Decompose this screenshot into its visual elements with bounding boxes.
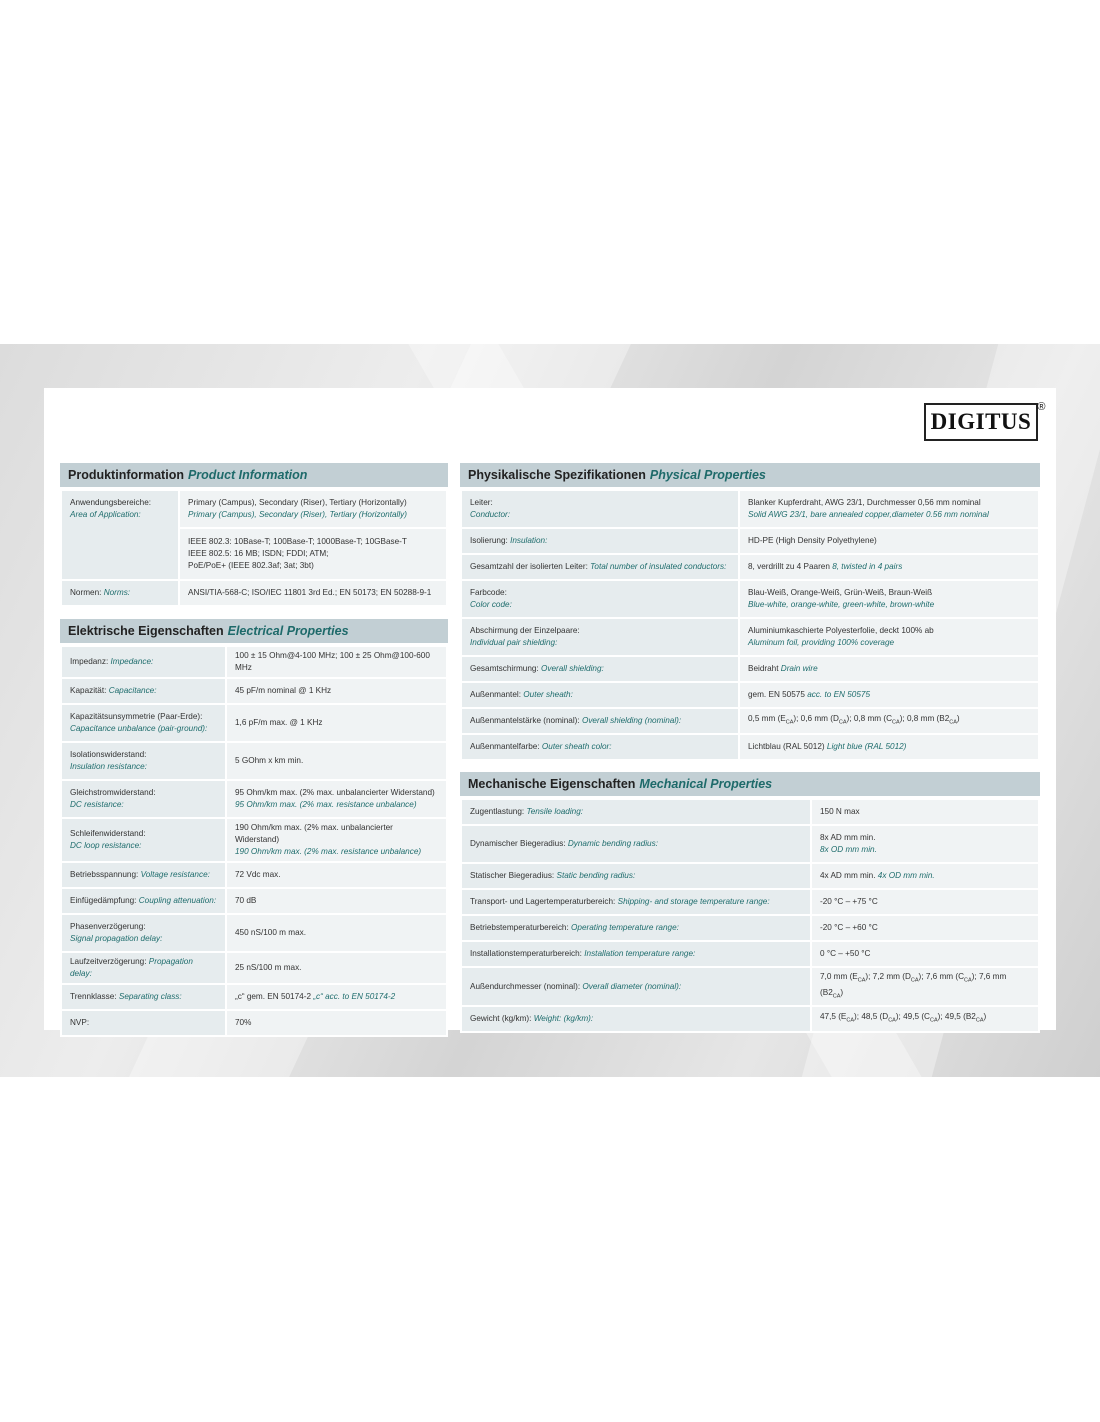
property-value [739, 682, 1039, 708]
property-value [739, 656, 1039, 682]
standards-line: IEEE 802.3: 10Base-T; 100Base-T; 1000Base-T; 10GBase-T [188, 537, 407, 546]
property-value [226, 818, 447, 862]
label-de: Dynamischer Biegeradius: [470, 839, 566, 848]
label-en: Signal propagation delay: [70, 934, 163, 943]
norms-value: ANSI/TIA-568-C; ISO/IEC 11801 3rd Ed.; EN 50173; EN 50288-9-1 [179, 580, 447, 606]
label-de: Betriebsspannung: [70, 870, 139, 879]
value-part: 0,5 mm (E [748, 714, 786, 724]
product-info-section [60, 463, 448, 607]
label-de: Außendurchmesser (nominal): [470, 981, 581, 991]
property-label [461, 734, 739, 760]
property-label [461, 967, 811, 1006]
value-de: 450 nS/100 m max. [235, 928, 306, 937]
label-de: Installationstemperaturbereich: [470, 949, 582, 958]
value-part: 7,0 mm (E [820, 972, 858, 981]
label-de: Kapazität: [70, 686, 107, 695]
table-row [461, 528, 1039, 554]
property-value [226, 678, 447, 704]
value-de: 70 dB [235, 896, 257, 905]
label-de: Schleifenwiderstand: [70, 829, 146, 838]
property-value [226, 780, 447, 818]
label-de: Isolierung: [470, 536, 508, 545]
label-en: Insulation resistance: [70, 762, 147, 771]
property-value [811, 915, 1039, 941]
table-row [61, 984, 447, 1010]
value-de: 4x AD mm min. [820, 871, 876, 880]
mechanical-section [460, 772, 1040, 1033]
value-de: 1,6 pF/m max. @ 1 KHz [235, 718, 323, 727]
product-info-table [60, 489, 448, 607]
physical-title-de: Physikalische Spezifikationen [468, 468, 646, 482]
value-de: 8, verdrillt zu 4 Paaren [748, 562, 830, 571]
property-label [461, 915, 811, 941]
property-label [61, 888, 226, 914]
value-en: Blue-white, orange-white, green-white, brown-white [748, 600, 935, 609]
property-value [739, 528, 1039, 554]
property-label [461, 618, 739, 656]
label-de: Statischer Biegeradius: [470, 871, 555, 880]
label-en: Insulation: [510, 536, 548, 545]
label-en: DC resistance: [70, 800, 124, 809]
label-en: Total number of insulated conductors: [590, 562, 727, 571]
value-de: Blanker Kupferdraht, AWG 23/1, Durchmesser 0,56 mm nominal [748, 498, 981, 507]
label-en: Coupling attenuation: [138, 896, 217, 905]
property-label [61, 780, 226, 818]
value-en: 8, twisted in 4 pairs [832, 562, 903, 571]
property-label [61, 704, 226, 742]
table-row [461, 656, 1039, 682]
property-label [461, 554, 739, 580]
value-de: -20 °C – +75 °C [820, 897, 878, 906]
label-de: Einfügedämpfung: [70, 896, 137, 905]
mechanical-header [460, 772, 1040, 798]
subscript: CA [975, 1018, 984, 1025]
property-value [811, 941, 1039, 967]
label-de: Zugentlastung: [470, 807, 525, 816]
label-de: Normen: [70, 588, 102, 597]
value-de: 190 Ohm/km max. (2% max. unbalancierter Widerstand) [235, 823, 393, 844]
label-en: Overall shielding: [541, 664, 604, 673]
value-part: ); 0,8 mm (B2 [899, 714, 950, 724]
value-de: 72 Vdc max. [235, 870, 281, 879]
label-en: Static bending radius: [556, 871, 636, 880]
value-part: ) [983, 1012, 987, 1022]
subscript: CA [888, 1018, 896, 1025]
subscript: CA [949, 719, 957, 726]
table-row [461, 825, 1039, 863]
property-label [461, 825, 811, 863]
value-part: ); 0,8 mm (C [846, 714, 893, 724]
value-de: „c“ gem. EN 50174-2 [235, 992, 311, 1001]
property-value [739, 618, 1039, 656]
value-de: 0 °C – +50 °C [820, 949, 871, 958]
table-row [61, 914, 447, 952]
label-en: Overall diameter (nominal): [582, 981, 682, 991]
standards-line: PoE/PoE+ (IEEE 802.3af; 3at; 3bt) [188, 561, 314, 570]
value-part: ); 7,6 mm (C [918, 972, 965, 981]
property-label [461, 799, 811, 825]
label-en: Capacitance unbalance (pair-ground): [70, 724, 208, 733]
label-en: Tensile loading: [526, 807, 584, 816]
label-en: Outer sheath color: [541, 742, 612, 751]
value-part: ); 48,5 (D [854, 1012, 889, 1022]
physical-title-en: Physical Properties [649, 468, 766, 482]
standards-value [179, 528, 447, 580]
value-en: Primary (Campus), Secondary (Riser), Tertiary (Horizontally) [188, 510, 407, 519]
label-en: Operating temperature range: [571, 923, 679, 932]
property-label [461, 580, 739, 618]
value-en: 4x OD mm min. [877, 871, 935, 880]
label-de: Außenmantelfarbe: [470, 742, 540, 751]
electrical-header [60, 619, 448, 645]
property-value [739, 580, 1039, 618]
label-en: Conductor: [470, 510, 511, 519]
value-en: 8x OD mm min. [820, 845, 877, 854]
table-row [61, 646, 447, 678]
label-de: Anwendungsbereiche: [70, 498, 152, 507]
table-row [461, 889, 1039, 915]
property-value [226, 952, 447, 984]
product-info-header [60, 463, 448, 489]
electrical-title-de: Elektrische Eigenschaften [68, 624, 224, 638]
physical-header [460, 463, 1040, 489]
physical-table [460, 489, 1040, 761]
value-en: Light blue (RAL 5012) [826, 742, 907, 751]
label-de: Trennklasse: [70, 992, 117, 1001]
value-part: ); 49,5 (C [895, 1012, 930, 1022]
label-de: Abschirmung der Einzelpaare: [470, 626, 580, 635]
subscript: CA [892, 719, 900, 726]
property-label [461, 941, 811, 967]
label-en: Individual pair shielding: [470, 638, 558, 647]
property-value [811, 889, 1039, 915]
table-row [461, 863, 1039, 889]
property-label [461, 889, 811, 915]
property-label [61, 862, 226, 888]
label-en: Overall shielding (nominal): [581, 716, 682, 725]
value-de: 45 pF/m nominal @ 1 KHz [235, 686, 332, 695]
property-label [61, 984, 226, 1010]
value-en: Aluminum foil, providing 100% coverage [748, 638, 895, 647]
property-label [461, 528, 739, 554]
property-value [811, 967, 1039, 1006]
label-en: DC loop resistance: [70, 841, 142, 850]
electrical-table [60, 645, 448, 1037]
value-en: acc. to EN 50575 [807, 690, 870, 699]
subscript: CA [838, 719, 847, 726]
property-label [61, 952, 226, 984]
property-value [226, 888, 447, 914]
label-de: Gewicht (kg/km): [470, 1014, 532, 1024]
property-value [739, 734, 1039, 760]
value-en: Drain wire [780, 664, 818, 673]
label-en: Voltage resistance: [140, 870, 210, 879]
label-de: Außenmantel: [470, 690, 521, 699]
value-part: 47,5 (E [820, 1012, 847, 1022]
value-part: ); 7,2 mm (D [865, 972, 911, 981]
label-de: Isolationswiderstand: [70, 750, 147, 759]
label-de: Gesamtschirmung: [470, 664, 539, 673]
value-part: ) [956, 714, 960, 724]
subscript: CA [929, 1018, 938, 1025]
table-row [61, 862, 447, 888]
label-de: Laufzeitverzögerung: [70, 957, 147, 966]
value-part: ) [840, 987, 844, 997]
label-de: Kapazitätsunsymmetrie (Paar-Erde): [70, 712, 203, 721]
value-en: „c“ acc. to EN 50174-2 [313, 992, 396, 1001]
property-label [461, 656, 739, 682]
value-de: 70% [235, 1018, 252, 1027]
value-de: gem. EN 50575 [748, 690, 805, 699]
property-label [461, 490, 739, 528]
value-de: Beidraht [748, 664, 779, 673]
product-info-title-en: Product Information [187, 468, 308, 482]
value-part: ); 49,5 (B2 [937, 1012, 976, 1022]
property-value [811, 1006, 1039, 1032]
label-en: Dynamic bending radius: [567, 839, 658, 848]
label-en: Propagation delay: [70, 957, 193, 978]
mechanical-title-en: Mechanical Properties [639, 777, 773, 791]
label-de: Außenmantelstärke (nominal): [470, 716, 580, 725]
table-row [461, 734, 1039, 760]
logo-text: DIGITUS [930, 409, 1032, 434]
value-de: Lichtblau (RAL 5012) [748, 742, 825, 751]
table-row [61, 704, 447, 742]
table-row [61, 490, 447, 528]
value-de: HD-PE (High Density Polyethylene) [748, 536, 877, 545]
subscript: CA [964, 977, 972, 984]
table-row [461, 554, 1039, 580]
label-en: Installation temperature range: [584, 949, 696, 958]
property-value [226, 914, 447, 952]
property-value [226, 704, 447, 742]
value-en: Solid AWG 23/1, bare annealed copper,diameter 0.56 mm nominal [748, 510, 989, 519]
table-row [461, 618, 1039, 656]
label-de: Phasenverzögerung: [70, 922, 146, 931]
value-de: 5 GOhm x km min. [235, 756, 304, 765]
property-label [61, 742, 226, 780]
table-row [461, 799, 1039, 825]
label-en: Capacitance: [108, 686, 157, 695]
property-value [739, 554, 1039, 580]
value-part: ); 7,6 mm (B2 [820, 972, 1007, 997]
label-de: Gleichstromwiderstand: [70, 788, 156, 797]
value-part: ); 0,6 mm (D [793, 714, 839, 724]
table-row [461, 580, 1039, 618]
table-row [61, 678, 447, 704]
label-de: Gesamtzahl der isolierten Leiter: [470, 562, 588, 571]
table-row [461, 1006, 1039, 1032]
value-en: 190 Ohm/km max. (2% max. resistance unbalance) [235, 847, 422, 856]
property-label [61, 678, 226, 704]
property-value [739, 490, 1039, 528]
table-row [461, 915, 1039, 941]
table-row [61, 888, 447, 914]
property-label [461, 863, 811, 889]
value-de: 150 N max [820, 807, 860, 816]
value-de: 95 Ohm/km max. (2% max. unbalancierter Widerstand) [235, 788, 435, 797]
table-row [61, 780, 447, 818]
property-label [461, 1006, 811, 1032]
product-info-title-de: Produktinformation [68, 468, 184, 482]
property-value [811, 825, 1039, 863]
property-label [61, 646, 226, 678]
label-en: Separating class: [118, 992, 182, 1001]
property-value [226, 742, 447, 780]
datasheet-panel [44, 388, 1056, 1030]
application-label [61, 490, 179, 580]
label-de: Leiter: [470, 498, 493, 507]
label-de: Transport- und Lagertemperaturbereich: [470, 897, 616, 906]
property-value [226, 862, 447, 888]
label-en: Impedance: [110, 657, 154, 666]
digitus-logo [924, 401, 1046, 441]
property-label [61, 914, 226, 952]
property-value [226, 984, 447, 1010]
label-de: Farbcode: [470, 588, 507, 597]
table-row [461, 490, 1039, 528]
value-de: 8x AD mm min. [820, 833, 876, 842]
application-value [179, 490, 447, 528]
subscript: CA [832, 993, 841, 1000]
registered-mark: ® [1037, 401, 1046, 413]
label-en: Norms: [103, 588, 131, 597]
physical-section [460, 463, 1040, 761]
mechanical-table [460, 798, 1040, 1033]
property-label [461, 708, 739, 734]
table-row [61, 742, 447, 780]
standards-line: IEEE 802.5: 16 MB; ISDN; FDDI; ATM; [188, 549, 329, 558]
value-de: 100 ± 15 Ohm@4-100 MHz; 100 ± 25 Ohm@100-600 MHz [235, 651, 430, 672]
label-de: Betriebstemperaturbereich: [470, 923, 569, 932]
property-value [811, 799, 1039, 825]
table-row [61, 952, 447, 984]
value-de: 25 nS/100 m max. [235, 963, 302, 972]
subscript: CA [857, 977, 866, 984]
property-label [61, 1010, 226, 1036]
electrical-section [60, 619, 448, 1037]
table-row [61, 1010, 447, 1036]
label-en: Outer sheath: [523, 690, 573, 699]
value-de: Primary (Campus), Secondary (Riser), Tertiary (Horizontally) [188, 498, 407, 507]
value-en: 95 Ohm/km max. (2% max. resistance unbalance) [235, 800, 417, 809]
property-value [739, 708, 1039, 734]
table-row [461, 967, 1039, 1006]
label-de: Impedanz: [70, 657, 109, 666]
norms-label [61, 580, 179, 606]
table-row [461, 708, 1039, 734]
table-row [61, 580, 447, 606]
table-row [461, 941, 1039, 967]
label-en: Area of Application: [70, 510, 141, 519]
table-row [461, 682, 1039, 708]
property-value [811, 863, 1039, 889]
table-row [61, 818, 447, 862]
property-value [226, 646, 447, 678]
value-de: Aluminiumkaschierte Polyesterfolie, deckt 100% ab [748, 626, 934, 635]
label-en: Shipping- and storage temperature range: [617, 897, 770, 906]
mechanical-title-de: Mechanische Eigenschaften [468, 777, 636, 791]
property-label [61, 818, 226, 862]
subscript: CA [910, 977, 919, 984]
property-label [461, 682, 739, 708]
subscript: CA [846, 1018, 855, 1025]
label-en: Color code: [470, 600, 512, 609]
property-value [226, 1010, 447, 1036]
subscript: CA [785, 719, 794, 726]
electrical-title-en: Electrical Properties [227, 624, 349, 638]
label-de: NVP: [70, 1018, 90, 1027]
value-de: -20 °C – +60 °C [820, 923, 878, 932]
value-de: Blau-Weiß, Orange-Weiß, Grün-Weiß, Braun-Weiß [748, 588, 933, 597]
label-en: Weight: (kg/km): [533, 1014, 594, 1024]
